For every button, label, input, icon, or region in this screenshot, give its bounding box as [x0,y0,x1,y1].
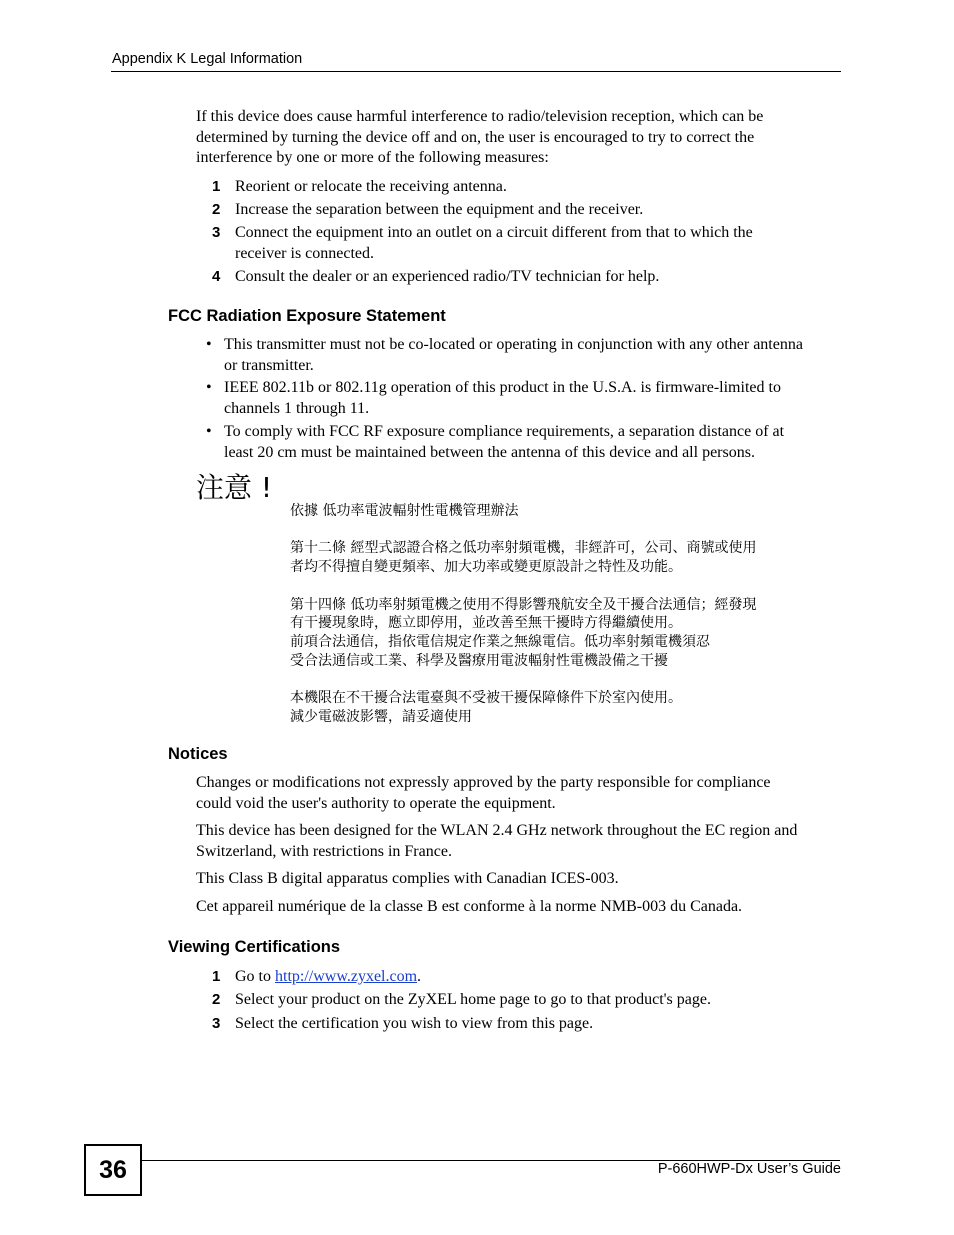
bullet-text: This transmitter must not be co-located or operating in conjunction with any other antenna [224,336,803,353]
bullet-text: least 20 cm must be maintained between the antenna of this device and all persons. [224,443,755,461]
chinese-notice-line: 第十二條 經型式認證合格之低功率射頻電機，非經許可，公司、商號或使用 [290,540,757,556]
bullet-symbol: • [206,423,212,440]
step-text: Go to [235,968,275,985]
chinese-notice-line: 依據 低功率電波輻射性電機管理辦法 [290,503,519,519]
step-text: Select the certification you wish to view from this page. [235,1015,594,1032]
zyxel-website-link[interactable]: http://www.zyxel.com [275,968,418,985]
measure-number: 2 [212,201,221,218]
notice-line: This device has been designed for the WLAN 2.4 GHz network throughout the EC region and [196,822,798,839]
measure-text: Reorient or relocate the receiving antenna. [235,178,507,195]
step-text-suffix: . [417,968,422,985]
certifications-heading: Viewing Certifications [168,938,341,956]
bullet-text: or transmitter. [224,356,314,374]
measure-text: Increase the separation between the equipment and the receiver. [235,201,644,218]
measure-number: 3 [212,224,221,241]
notice-line: Changes or modifications not expressly approved by the party responsible for compliance [196,774,771,791]
measure-number: 1 [212,178,221,195]
step-number: 3 [212,1015,221,1032]
intro-line: interference by one or more of the following measures: [196,149,549,166]
bullet-symbol: • [206,336,212,353]
chinese-notice-line: 受合法通信或工業、科學及醫療用電波輻射性電機設備之干擾 [290,653,668,669]
fcc-heading: FCC Radiation Exposure Statement [168,307,446,325]
chinese-notice-line: 前項合法通信，指依電信規定作業之無線電信。低功率射頻電機須忍 [290,634,710,650]
notices-heading: Notices [168,745,228,763]
page-number: 36 [84,1144,142,1196]
header-divider [111,71,841,72]
bullet-symbol: • [206,379,212,396]
notice-line: Cet appareil numérique de la classe B est conforme à la norme NMB-003 du Canada. [196,898,743,915]
measure-text: Consult the dealer or an experienced radio/TV technician for help. [235,268,660,285]
intro-line: If this device does cause harmful interference to radio/television reception, which can be [196,108,764,125]
intro-paragraph [196,107,846,169]
chinese-notice-line: 有干擾現象時，應立即停用，並改善至無干擾時方得繼續使用。 [290,615,682,631]
notice-line: Switzerland, with restrictions in France. [196,842,452,860]
chinese-notice-line: 本機限在不干擾合法電臺與不受被干擾保障條件下於室內使用。 [290,690,682,706]
chinese-notice-title: 注意 ! [196,471,273,504]
bullet-text: channels 1 through 11. [224,399,370,417]
notice-paragraph [196,897,846,918]
step-text: Select your product on the ZyXEL home page to go to that product's page. [235,991,711,1008]
bullet-text: To comply with FCC RF exposure compliance requirements, a separation distance of at [224,423,785,440]
notice-paragraph [196,773,846,814]
measure-number: 4 [212,268,221,285]
notice-line: This Class B digital apparatus complies with Canadian ICES-003. [196,870,619,887]
notice-line: could void the user's authority to operate the equipment. [196,794,556,812]
bullet-text: IEEE 802.11b or 802.11g operation of this product in the U.S.A. is firmware-limited to [224,379,781,396]
chinese-notice-line: 減少電磁波影響，請妥適使用 [290,709,472,725]
header-title: Appendix K Legal Information [112,51,303,67]
step-number: 2 [212,991,221,1008]
notice-paragraph [196,821,846,862]
intro-line: determined by turning the device off and on, the user is encouraged to try to correct the [196,128,755,146]
step-number: 1 [212,968,221,985]
chinese-notice-line: 者均不得擅自變更頻率、加大功率或變更原設計之特性及功能。 [290,559,682,575]
measure-text: receiver is connected. [235,245,375,262]
footer-guide-title: P-660HWP-Dx User’s Guide [657,1161,841,1177]
measure-text: Connect the equipment into an outlet on a circuit different from that to which the [235,224,753,241]
chinese-notice-line: 第十四條 低功率射頻電機之使用不得影響飛航安全及干擾合法通信；經發現 [290,597,757,613]
notice-paragraph [196,869,846,890]
